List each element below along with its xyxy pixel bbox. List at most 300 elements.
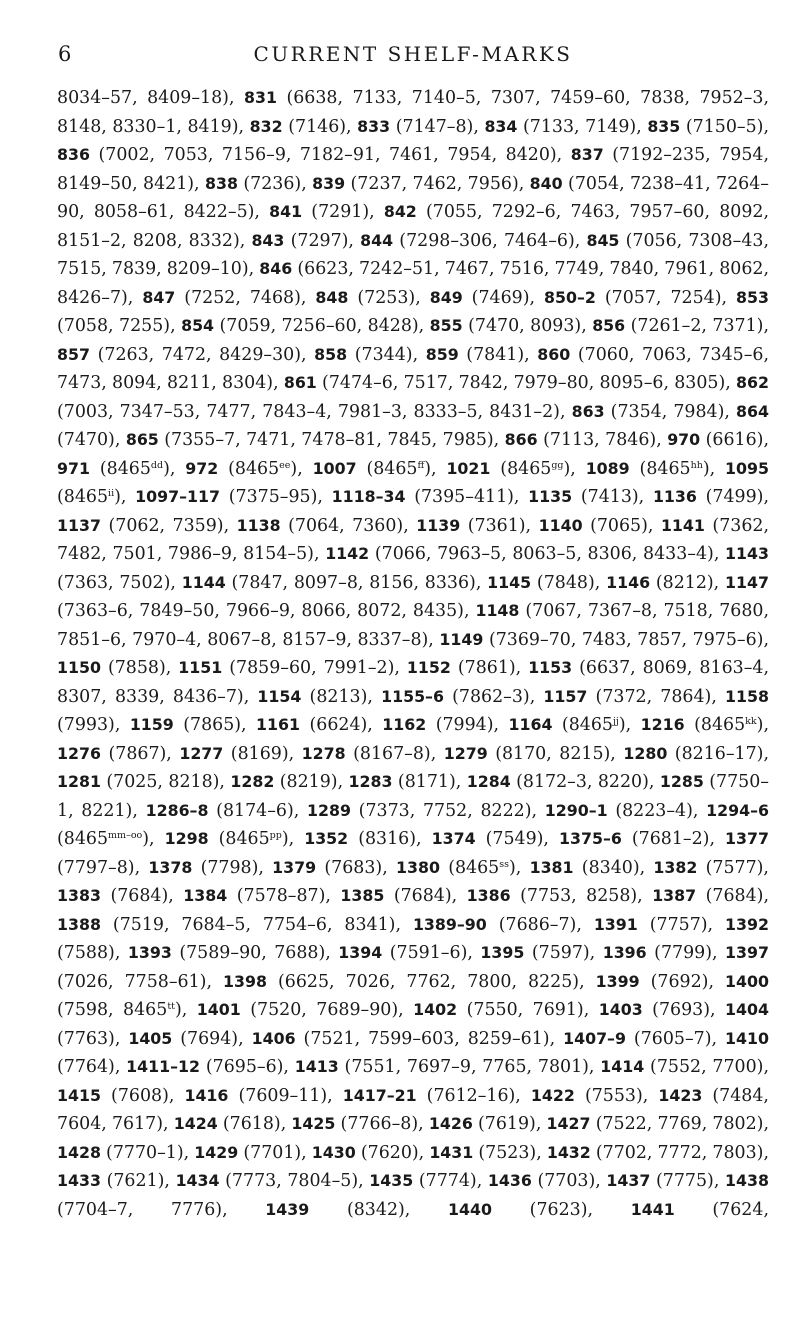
reference-numbers: (7702, 7772, 7803), — [590, 1142, 769, 1163]
reference-numbers: (7597), — [524, 943, 603, 963]
reference-numbers: (8167–8), — [345, 743, 444, 764]
reference-numbers: (7484, 7604, 7617), — [57, 1085, 769, 1134]
shelf-mark-number: 1393 — [127, 943, 172, 962]
shelf-mark-number: 1401 — [196, 1000, 241, 1019]
shelf-mark-number: 1415 — [57, 1085, 101, 1105]
shelf-mark-number: 1432 — [546, 1142, 591, 1162]
reference-numbers: (7605–7), — [625, 1028, 726, 1049]
reference-numbers: (7373, 7752, 8222), — [350, 800, 545, 821]
reference-numbers: (7764), — [57, 1057, 127, 1077]
shelf-mark-number: 1146 — [606, 572, 651, 592]
shelf-mark-number: 1410 — [725, 1028, 769, 1048]
reference-numbers: (7002, 7053, 7156–9, 7182–91, 7461, 7954, 8420), — [89, 145, 571, 165]
shelf-mark-number: 860 — [537, 344, 571, 364]
shelf-mark-number: 1431 — [429, 1142, 474, 1162]
reference-numbers: (7363, 7502), — [57, 572, 182, 593]
reference-numbers: (7236), — [237, 173, 313, 194]
shelf-mark-number: 839 — [312, 173, 346, 193]
shelf-mark-number: 842 — [383, 202, 417, 221]
shelf-mark-number: 1152 — [406, 658, 451, 677]
shelf-mark-number: 1151 — [178, 658, 223, 677]
shelf-mark-number: 848 — [315, 287, 349, 307]
reference-numbers: (7618), — [217, 1114, 292, 1134]
superscript-letters: ss — [499, 858, 510, 870]
reference-numbers: (7766–8), — [335, 1114, 429, 1134]
reference-numbers: (7297), — [284, 230, 361, 251]
reference-numbers: (7057, 7254), — [595, 287, 736, 308]
shelf-mark-number: 858 — [314, 344, 348, 364]
shelf-mark-number: 1427 — [546, 1114, 591, 1133]
shelf-mark-number: 833 — [357, 116, 391, 136]
shelf-mark-number: 843 — [251, 230, 285, 250]
shelf-mark-number: 1007 — [312, 458, 357, 478]
shelf-mark-number: 1382 — [653, 857, 698, 877]
reference-numbers: (7757), — [637, 914, 726, 935]
shelf-mark-number: 861 — [283, 373, 317, 392]
shelf-mark-number: 1285 — [659, 772, 704, 791]
reference-numbers: (7993), — [57, 715, 130, 735]
reference-numbers: (8465 — [439, 857, 500, 878]
shelf-mark-number: 1403 — [598, 1000, 643, 1019]
reference-numbers: (7797–8), — [57, 857, 149, 878]
shelf-mark-number: 1400 — [725, 971, 769, 991]
shelf-mark-number: 864 — [736, 401, 769, 421]
reference-numbers: (8170, 8215), — [487, 743, 624, 764]
shelf-mark-number: 1281 — [57, 772, 101, 791]
reference-numbers: (7624, — [674, 1199, 769, 1220]
reference-numbers: ), — [290, 458, 313, 479]
reference-numbers: (7621), — [100, 1171, 176, 1191]
shelf-mark-number: 1149 — [439, 629, 484, 649]
shelf-mark-number: 1440 — [448, 1199, 492, 1219]
shelf-mark-number: 1159 — [129, 715, 174, 734]
reference-numbers: (7469), — [462, 287, 545, 308]
shelf-mark-number: 1379 — [272, 857, 317, 877]
reference-numbers: (7681–2), — [621, 829, 726, 849]
shelf-mark-number: 863 — [571, 401, 605, 421]
reference-numbers: (7355–7, 7471, 7478–81, 7845, 7985), — [158, 430, 505, 450]
shelf-mark-number: 847 — [142, 287, 176, 307]
reference-numbers: (7252, 7468), — [175, 287, 316, 308]
reference-numbers: (7763), — [57, 1028, 129, 1049]
reference-numbers: (7520, 7689–90), — [240, 1000, 414, 1020]
shelf-mark-number: 1384 — [183, 886, 228, 905]
shelf-mark-number: 844 — [360, 230, 394, 250]
shelf-mark-number: 971 — [57, 458, 90, 478]
shelf-mark-number: 1392 — [725, 914, 769, 934]
reference-numbers: (7375–95), — [220, 487, 332, 507]
reference-numbers: (8219), — [274, 772, 349, 792]
shelf-mark-number: 1424 — [173, 1114, 218, 1133]
shelf-mark-number: 1428 — [57, 1142, 101, 1162]
shelf-mark-number: 1118–34 — [331, 487, 406, 506]
shelf-mark-number: 1413 — [294, 1057, 339, 1076]
shelf-mark-number: 1399 — [595, 971, 640, 991]
shelf-mark-number: 1280 — [623, 743, 668, 763]
reference-numbers: (7522, 7769, 7802), — [590, 1114, 769, 1134]
shelf-mark-number: 840 — [529, 173, 563, 193]
shelf-mark-number: 1136 — [652, 487, 697, 506]
shelf-mark-number: 1429 — [194, 1142, 239, 1162]
reference-numbers: (8465 — [490, 458, 552, 479]
reference-numbers: (7774), — [413, 1171, 488, 1191]
reference-numbers: (8216–17), — [667, 743, 769, 764]
reference-numbers: (8174–6), — [208, 800, 307, 821]
shelf-mark-number: 1391 — [593, 914, 638, 934]
shelf-mark-number: 1375–6 — [558, 829, 622, 848]
shelf-mark-number: 1387 — [652, 886, 697, 905]
reference-numbers: (7841), — [458, 344, 538, 365]
shelf-mark-number: 1405 — [128, 1028, 173, 1048]
reference-numbers: ), — [163, 458, 186, 479]
reference-numbers: (8169), — [223, 743, 302, 764]
shelf-mark-number: 1377 — [725, 829, 769, 848]
reference-numbers: (7066, 7963–5, 8063–5, 8306, 8433–4), — [369, 544, 726, 564]
reference-numbers: (7361), — [460, 515, 539, 536]
superscript-letters: jj — [612, 716, 619, 727]
shelf-mark-number: 1398 — [223, 971, 267, 991]
shelf-mark-number: 1162 — [382, 715, 427, 734]
shelf-mark-number: 866 — [504, 430, 538, 449]
reference-numbers: (8465 — [57, 487, 109, 507]
reference-numbers: (7146), — [282, 116, 358, 137]
reference-numbers: (7847, 8097–8, 8156, 8336), — [225, 572, 488, 593]
shelf-mark-number: 1383 — [57, 886, 101, 905]
reference-numbers: (8171), — [392, 772, 467, 792]
superscript-letters: ee — [279, 459, 291, 471]
reference-numbers: ), — [756, 715, 769, 735]
reference-numbers: (7867), — [100, 743, 180, 764]
reference-numbers: (7684), — [384, 886, 467, 906]
reference-numbers: (8316), — [348, 829, 432, 849]
reference-numbers: (7253), — [348, 287, 430, 308]
reference-numbers: (7470, 8093), — [462, 316, 593, 336]
superscript-letters: kk — [745, 716, 757, 727]
reference-numbers: ), — [563, 458, 586, 479]
reference-numbers: (7591–6), — [382, 943, 481, 963]
shelf-mark-number: 1089 — [585, 458, 630, 478]
shelf-mark-number: 859 — [425, 344, 459, 364]
reference-numbers: (7608), — [100, 1085, 185, 1106]
superscript-letters: gg — [551, 459, 564, 471]
shelf-mark-number: 1276 — [57, 743, 101, 763]
reference-numbers: (7684), — [100, 886, 184, 906]
reference-numbers: (7413), — [572, 487, 653, 507]
shelf-mark-number: 1417–21 — [342, 1085, 417, 1105]
reference-numbers: (7701), — [238, 1142, 312, 1163]
shelf-mark-number: 970 — [667, 430, 701, 449]
reference-numbers: (7054, 7238–41, 7264–90, 8058–61, 8422–5), — [57, 173, 769, 222]
reference-numbers: (7474–6, 7517, 7842, 7979–80, 8095–6, 8305), — [316, 373, 737, 393]
shelf-mark-number: 1153 — [528, 658, 573, 677]
shelf-mark-number: 1426 — [428, 1114, 473, 1133]
reference-numbers: (7003, 7347–53, 7477, 7843–4, 7981–3, 8333–5, 8431–2), — [57, 401, 572, 422]
reference-numbers: (7683), — [316, 857, 396, 878]
reference-numbers: (7686–7), — [486, 914, 594, 935]
shelf-mark-number: 1141 — [660, 515, 705, 535]
reference-numbers: (7994), — [426, 715, 509, 735]
shelf-mark-number: 855 — [429, 316, 463, 335]
shelf-mark-number: 1396 — [602, 943, 647, 962]
shelf-mark-number: 836 — [57, 145, 90, 164]
document-page — [57, 42, 769, 1224]
shelf-mark-number: 1386 — [466, 886, 511, 905]
shelf-mark-number: 1284 — [466, 772, 511, 791]
reference-numbers: (7773, 7804–5), — [219, 1171, 370, 1191]
reference-numbers: (7552, 7700), — [644, 1057, 769, 1077]
reference-numbers: (7865), — [173, 715, 257, 735]
shelf-mark-number: 846 — [259, 259, 293, 278]
superscript-letters: ii — [108, 488, 115, 499]
reference-numbers: (7684), — [696, 886, 769, 906]
reference-numbers: (7551, 7697–9, 7765, 7801), — [338, 1057, 601, 1077]
shelf-mark-number: 1437 — [606, 1171, 651, 1190]
reference-numbers: (7588), — [57, 943, 128, 963]
reference-numbers: (7055, 7292–6, 7463, 7957–60, 8092, 8151–2, 8208, 8332), — [57, 202, 769, 251]
reference-numbers: (7363–6, 7849–50, 7966–9, 8066, 8072, 8435), — [57, 601, 476, 621]
running-head: CURRENT SHELF-MARKS — [253, 42, 573, 66]
superscript-letters: mm–oo — [108, 830, 143, 841]
reference-numbers: (7609–11), — [228, 1085, 343, 1106]
reference-numbers: (7344), — [347, 344, 426, 365]
reference-numbers: (7521, 7599–603, 8259–61), — [295, 1028, 564, 1049]
reference-numbers: (7372, 7864), — [587, 686, 726, 707]
shelf-mark-number: 1397 — [725, 943, 769, 962]
shelf-mark-number: 1290–1 — [544, 800, 608, 820]
reference-numbers: (6623, 7242–51, 7467, 7516, 7749, 7840, 7961, 8062, 8426–7), — [57, 259, 769, 308]
shelf-mark-number: 856 — [592, 316, 626, 335]
shelf-mark-number: 1145 — [487, 572, 532, 592]
shelf-mark-number: 1374 — [431, 829, 476, 848]
reference-numbers: (8223–4), — [607, 800, 707, 821]
page-header — [57, 42, 769, 72]
shelf-mark-number: 1441 — [630, 1199, 675, 1219]
shelf-mark-number: 834 — [484, 116, 518, 136]
reference-numbers: (7612–16), — [416, 1085, 531, 1106]
reference-numbers: (7025, 8218), — [100, 772, 231, 792]
shelf-mark-number: 1416 — [184, 1085, 229, 1105]
shelf-mark-number: 865 — [125, 430, 159, 449]
reference-numbers: (7060, 7063, 7345–6, 7473, 8094, 8211, 8304), — [57, 344, 769, 393]
reference-numbers: (7192–235, 7954, 8149–50, 8421), — [57, 145, 769, 194]
reference-numbers: (7499), — [696, 487, 769, 507]
shelf-mark-number: 1352 — [304, 829, 349, 848]
reference-numbers: (7799), — [646, 943, 726, 963]
reference-numbers: (7058, 7255), — [57, 316, 182, 336]
shelf-mark-number: 1138 — [236, 515, 281, 535]
reference-numbers: (8465 — [89, 458, 151, 479]
reference-numbers: (8465 — [629, 458, 691, 479]
shelf-mark-number: 1385 — [340, 886, 385, 905]
reference-numbers: (8465 — [57, 829, 109, 849]
reference-numbers: (7147–8), — [390, 116, 485, 137]
reference-numbers: ), — [281, 829, 305, 849]
shelf-mark-number: 1135 — [528, 487, 573, 506]
shelf-mark-number: 1095 — [725, 458, 769, 478]
reference-numbers: (7598, 8465 — [57, 1000, 168, 1020]
reference-numbers: (7026, 7758–61), — [57, 971, 224, 992]
reference-numbers: (7704–7, 7776), — [57, 1199, 266, 1220]
reference-numbers: (7694), — [172, 1028, 252, 1049]
reference-numbers: (7858), — [100, 658, 179, 678]
reference-numbers: (7750–1, 8221), — [57, 772, 769, 821]
reference-numbers: (7519, 7684–5, 7754–6, 8341), — [100, 914, 413, 935]
reference-numbers: (7693), — [642, 1000, 726, 1020]
reference-numbers: (7848), — [531, 572, 607, 593]
reference-numbers: (7553), — [574, 1085, 659, 1106]
shelf-mark-number: 1164 — [508, 715, 553, 734]
shelf-mark-number: 1137 — [57, 515, 101, 535]
reference-numbers: (7354, 7984), — [604, 401, 737, 422]
shelf-mark-number: 1286–8 — [145, 800, 209, 820]
shelf-mark-number: 1277 — [179, 743, 224, 763]
shelf-mark-number: 1021 — [446, 458, 491, 478]
shelf-mark-number: 1155–6 — [381, 686, 444, 706]
reference-numbers: (7261–2, 7371), — [625, 316, 769, 336]
shelf-mark-number: 1395 — [480, 943, 525, 962]
shelf-mark-number: 1411–12 — [126, 1057, 201, 1076]
shelf-mark-number: 1144 — [181, 572, 226, 592]
shelf-mark-number: 832 — [249, 116, 283, 136]
reference-numbers: (7298–306, 7464–6), — [393, 230, 587, 251]
reference-numbers: (7775), — [650, 1171, 725, 1191]
reference-numbers: (7578–87), — [227, 886, 341, 906]
reference-numbers: ), — [618, 715, 641, 735]
shelf-mark-number: 1381 — [529, 857, 574, 877]
shelf-mark-number: 1097–117 — [135, 487, 220, 506]
reference-numbers: (7470), — [57, 430, 126, 450]
shelf-mark-number: 1404 — [725, 1000, 769, 1019]
shelf-mark-number: 1147 — [725, 572, 769, 592]
shelf-mark-number: 1402 — [413, 1000, 458, 1019]
shelf-mark-number: 1216 — [640, 715, 685, 734]
shelf-mark-number: 1154 — [257, 686, 302, 706]
shelf-mark-number: 1439 — [265, 1199, 310, 1219]
superscript-letters: tt — [167, 1001, 175, 1012]
page-number: 6 — [58, 42, 73, 66]
superscript-letters: pp — [269, 830, 282, 841]
shelf-mark-number: 1279 — [443, 743, 488, 763]
reference-numbers: (7369–70, 7483, 7857, 7975–6), — [483, 629, 769, 650]
reference-numbers: (8465 — [356, 458, 418, 479]
shelf-mark-number: 850–2 — [544, 287, 596, 307]
reference-numbers: (7523), — [473, 1142, 547, 1163]
reference-numbers: (8213), — [301, 686, 382, 707]
shelf-mark-number: 1436 — [487, 1171, 532, 1190]
shelf-mark-number: 1407–9 — [563, 1028, 626, 1048]
reference-numbers: (7577), — [697, 857, 769, 878]
shelf-mark-number: 1140 — [538, 515, 583, 535]
superscript-letters: dd — [150, 459, 164, 471]
reference-numbers: (6638, 7133, 7140–5, 7307, 7459–60, 7838, 7952–3, 8148, 8330–1, 8419), — [57, 88, 770, 137]
shelf-mark-number: 1430 — [311, 1142, 356, 1162]
reference-numbers: (7692), — [639, 971, 726, 992]
shelf-mark-number: 838 — [204, 173, 238, 193]
shelf-mark-number: 972 — [185, 458, 219, 478]
reference-numbers: ), — [509, 857, 530, 878]
shelf-mark-number: 845 — [586, 230, 620, 250]
reference-numbers: (7770–1), — [100, 1142, 195, 1163]
reference-numbers: (8465 — [208, 829, 270, 849]
shelf-mark-number: 1158 — [725, 686, 769, 706]
reference-numbers: (7062, 7359), — [100, 515, 237, 536]
reference-numbers: (7064, 7360), — [280, 515, 417, 536]
shelf-mark-number: 1139 — [416, 515, 461, 535]
reference-numbers: ), — [142, 829, 165, 849]
shelf-mark-number: 1150 — [57, 658, 101, 677]
shelf-mark-number: 1438 — [724, 1171, 769, 1190]
shelf-mark-number: 1425 — [291, 1114, 336, 1133]
shelf-mark-concordance-text — [57, 84, 769, 1224]
reference-numbers: (7619), — [472, 1114, 547, 1134]
shelf-mark-number: 1143 — [725, 544, 769, 563]
reference-numbers: (7703), — [531, 1171, 607, 1191]
shelf-mark-number: 854 — [181, 316, 215, 335]
reference-numbers: (7695–6), — [200, 1057, 295, 1077]
shelf-mark-number: 1298 — [164, 829, 209, 848]
shelf-mark-number: 1161 — [256, 715, 301, 734]
reference-numbers: (7753, 8258), — [510, 886, 653, 906]
reference-numbers: (7861), — [450, 658, 529, 678]
shelf-mark-number: 1414 — [600, 1057, 645, 1076]
reference-numbers: (8340), — [573, 857, 654, 878]
reference-numbers: (7362, 7482, 7501, 7986–9, 8154–5), — [57, 515, 769, 564]
shelf-mark-number: 835 — [647, 116, 681, 136]
shelf-mark-number: 1423 — [658, 1085, 703, 1105]
reference-numbers: (6637, 8069, 8163–4, 8307, 8339, 8436–7), — [57, 658, 769, 707]
shelf-mark-number: 1278 — [301, 743, 346, 763]
reference-numbers: (8342), — [309, 1199, 449, 1220]
shelf-mark-number: 1434 — [175, 1171, 220, 1190]
shelf-mark-number: 857 — [57, 344, 90, 364]
reference-numbers: (8465 — [218, 458, 280, 479]
superscript-letters: ff — [417, 459, 425, 471]
reference-numbers: ), — [702, 458, 726, 479]
reference-numbers: (7067, 7367–8, 7518, 7680, 7851–6, 7970–4, 8067–8, 8157–9, 8337–8), — [57, 601, 769, 650]
reference-numbers: (7056, 7308–43, 7515, 7839, 8209–10), — [57, 230, 769, 279]
reference-numbers: (6625, 7026, 7762, 7800, 8225), — [266, 971, 596, 992]
reference-numbers: (6616), — [700, 430, 769, 450]
shelf-mark-number: 1289 — [307, 800, 351, 820]
reference-numbers: (7059, 7256–60, 8428), — [214, 316, 430, 336]
shelf-mark-number: 1380 — [395, 857, 440, 877]
reference-numbers: (7065), — [582, 515, 661, 536]
shelf-mark-number: 1394 — [338, 943, 383, 962]
reference-numbers: (7113, 7846), — [537, 430, 668, 450]
shelf-mark-number: 837 — [570, 145, 604, 164]
reference-numbers: (7263, 7472, 8429–30), — [89, 344, 315, 365]
reference-numbers: (7798), — [192, 857, 273, 878]
shelf-mark-number: 1435 — [369, 1171, 414, 1190]
shelf-mark-number: 1378 — [148, 857, 193, 877]
reference-numbers: (7549), — [475, 829, 559, 849]
reference-numbers: (7623), — [491, 1199, 631, 1220]
shelf-mark-number: 849 — [429, 287, 463, 307]
reference-numbers: (8465 — [684, 715, 746, 735]
reference-numbers: (7133, 7149), — [517, 116, 648, 137]
reference-numbers: ), — [114, 487, 136, 507]
reference-numbers: (6624), — [300, 715, 383, 735]
reference-numbers: (8172–3, 8220), — [510, 772, 660, 792]
shelf-mark-number: 853 — [736, 287, 769, 307]
shelf-mark-number: 841 — [269, 202, 303, 221]
reference-numbers: (7550, 7691), — [457, 1000, 599, 1020]
reference-numbers: 8034–57, 8409–18), — [57, 88, 244, 108]
reference-numbers: (8465 — [552, 715, 613, 735]
shelf-mark-number: 1388 — [57, 914, 101, 934]
shelf-mark-number: 1157 — [543, 686, 588, 706]
shelf-mark-number: 1282 — [230, 772, 275, 791]
